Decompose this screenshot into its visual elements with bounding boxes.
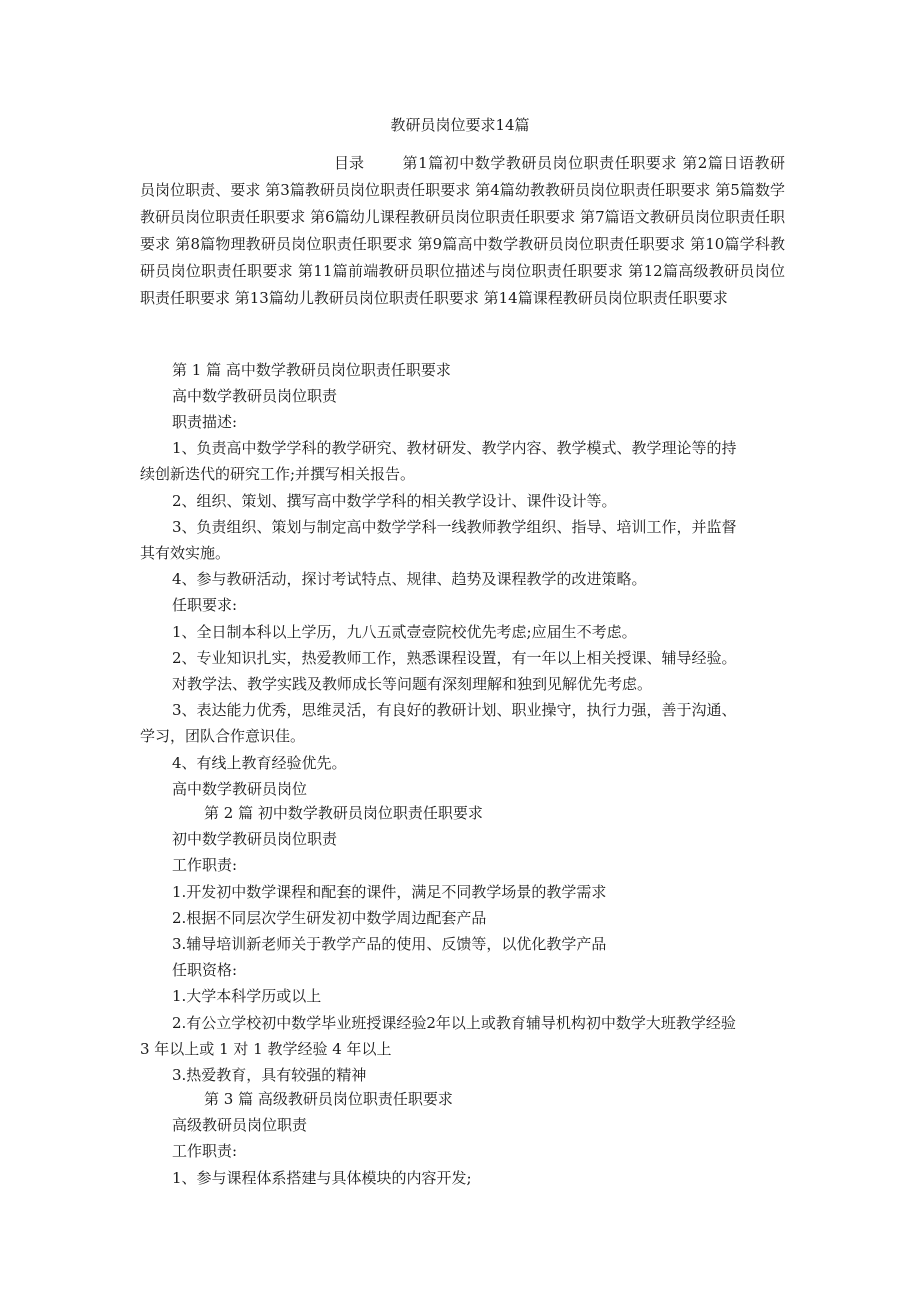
paragraph-line: 4、有线上教育经验优先。 xyxy=(172,754,347,772)
paragraph-line: 高级教研员岗位职责 xyxy=(172,1116,308,1134)
toc-text: 第1篇初中数学教研员岗位职责任职要求 第2篇日语教研员岗位职责、要求 第3篇教研员岗位职责任职要求 第4篇幼教教研员岗位职责任职要求 第5篇数学教研员岗位职责任职要求 第6篇幼儿课程教研员岗位职责任职要求 第7篇语文教研员岗位职责任职要求 第8篇物理教研员岗位职责任职要求 第9篇高中数学教研员岗位职责任职要求 第10篇学科教研员岗位职责任职要求 第11篇前端教研员职位描述与岗位职责任职要求 第12篇高级教研员岗位职责任职要求 第13篇幼儿教研员岗位职责任职要求 第14篇课程教研员岗位职责任职要求 xyxy=(140,154,785,307)
paragraph-line: 初中数学教研员岗位职责 xyxy=(172,830,338,848)
paragraph-line: 任职资格: xyxy=(172,961,238,979)
paragraph-line: 高中数学教研员岗位职责 xyxy=(172,387,338,405)
section-heading: 第 1 篇 高中数学教研员岗位职责任职要求 xyxy=(172,361,451,379)
paragraph-line: 职责描述: xyxy=(172,413,238,431)
paragraph-line: 学习，团队合作意识佳。 xyxy=(140,727,306,745)
paragraph-line: 3 年以上或 1 对 1 教学经验 4 年以上 xyxy=(140,1040,392,1058)
paragraph-line: 1.开发初中数学课程和配套的课件，满足不同教学场景的教学需求 xyxy=(172,883,607,901)
paragraph-line: 1、负责高中数学学科的教学研究、教材研发、教学内容、教学模式、教学理论等的持 xyxy=(172,439,737,457)
paragraph-line: 3.热爱教育，具有较强的精神 xyxy=(172,1066,367,1084)
paragraph-line: 工作职责: xyxy=(172,856,238,874)
paragraph-line: 3、负责组织、策划与制定高中数学学科一线教师教学组织、指导、培训工作，并监督 xyxy=(172,518,737,536)
paragraph-line: 1.大学本科学历或以上 xyxy=(172,987,322,1005)
paragraph-line: 工作职责: xyxy=(172,1142,238,1160)
toc-label: 目录 xyxy=(334,154,365,172)
paragraph-line: 2.有公立学校初中数学毕业班授课经验2年以上或教育辅导机构初中数学大班教学经验 xyxy=(172,1014,736,1032)
document-title: 教研员岗位要求14篇 xyxy=(390,116,530,134)
paragraph-line: 2、组织、策划、撰写高中数学学科的相关教学设计、课件设计等。 xyxy=(172,492,617,510)
paragraph-line: 1、全日制本科以上学历，九八五贰壹壹院校优先考虑;应届生不考虑。 xyxy=(172,623,637,641)
paragraph-line: 2.根据不同层次学生研发初中数学周边配套产品 xyxy=(172,909,487,927)
paragraph-line: 续创新迭代的研究工作;并撰写相关报告。 xyxy=(140,465,416,483)
paragraph-line: 2、专业知识扎实，热爱教师工作，熟悉课程设置，有一年以上相关授课、辅导经验。 xyxy=(172,649,737,667)
paragraph-line: 4、参与教研活动，探讨考试特点、规律、趋势及课程教学的改进策略。 xyxy=(172,570,647,588)
paragraph-line: 任职要求: xyxy=(172,596,238,614)
section-heading: 第 2 篇 初中数学教研员岗位职责任职要求 xyxy=(204,804,483,822)
paragraph-line: 高中数学教研员岗位 xyxy=(172,780,308,798)
paragraph-line: 其有效实施。 xyxy=(140,544,231,562)
paragraph-line: 1、参与课程体系搭建与具体模块的内容开发; xyxy=(172,1169,472,1187)
paragraph-line: 对教学法、教学实践及教师成长等问题有深刻理解和独到见解优先考虑。 xyxy=(172,675,653,693)
paragraph-line: 3.辅导培训新老师关于教学产品的使用、反馈等，以优化教学产品 xyxy=(172,935,607,953)
section-heading: 第 3 篇 高级教研员岗位职责任职要求 xyxy=(204,1090,453,1108)
paragraph-line: 3、表达能力优秀，思维灵活，有良好的教研计划、职业操守，执行力强，善于沟通、 xyxy=(172,701,737,719)
